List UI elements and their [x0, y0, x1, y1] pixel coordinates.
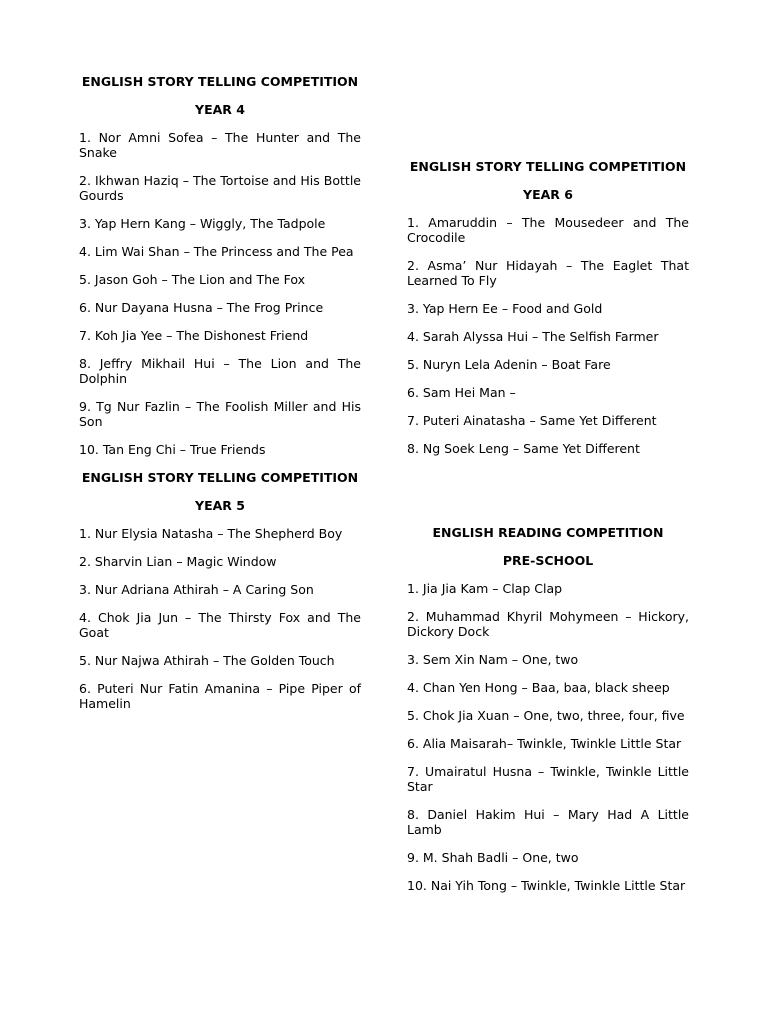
list-item: 2. Asma’ Nur Hidayah – The Eaglet That Learned To Fly	[407, 258, 689, 288]
list-item: 10. Tan Eng Chi – True Friends	[79, 442, 266, 457]
list-item: 3. Nur Adriana Athirah – A Caring Son	[79, 582, 314, 597]
list-item: 9. Tg Nur Fazlin – The Foolish Miller and His Son	[79, 399, 361, 429]
entry-list	[407, 215, 689, 456]
list-item: 3. Sem Xin Nam – One, two	[407, 652, 579, 667]
year6-section	[407, 159, 689, 456]
list-item: 1. Nur Elysia Natasha – The Shepherd Boy	[79, 526, 343, 541]
list-item: 7. Puteri Ainatasha – Same Yet Different	[407, 413, 657, 428]
section-subheading: YEAR 6	[523, 187, 573, 202]
list-item: 6. Nur Dayana Husna – The Frog Prince	[79, 300, 324, 315]
list-item: 5. Nur Najwa Athirah – The Golden Touch	[79, 653, 335, 668]
entry-list	[79, 130, 361, 457]
section-heading: ENGLISH READING COMPETITION	[432, 525, 664, 540]
entry-list	[79, 526, 361, 711]
list-item: 2. Ikhwan Haziq – The Tortoise and His Bottle Gourds	[79, 173, 361, 203]
list-item: 4. Sarah Alyssa Hui – The Selfish Farmer	[407, 329, 659, 344]
list-item: 1. Amaruddin – The Mousedeer and The Crocodile	[407, 215, 689, 245]
list-item: 2. Sharvin Lian – Magic Window	[79, 554, 277, 569]
year4-section	[79, 74, 361, 457]
list-item: 7. Koh Jia Yee – The Dishonest Friend	[79, 328, 309, 343]
section-subheading: YEAR 5	[195, 498, 245, 513]
list-item: 1. Jia Jia Kam – Clap Clap	[407, 581, 563, 596]
entry-list	[407, 581, 689, 893]
section-subheading: PRE-SCHOOL	[502, 553, 594, 568]
section-subheading: YEAR 4	[195, 102, 245, 117]
list-item: 6. Sam Hei Man –	[407, 385, 516, 400]
section-heading: ENGLISH STORY TELLING COMPETITION	[81, 470, 359, 485]
list-item: 8. Daniel Hakim Hui – Mary Had A Little Lamb	[407, 807, 689, 837]
list-item: 5. Chok Jia Xuan – One, two, three, four, five	[407, 708, 685, 723]
list-item: 6. Alia Maisarah– Twinkle, Twinkle Little Star	[407, 736, 682, 751]
list-item: 3. Yap Hern Ee – Food and Gold	[407, 301, 603, 316]
section-heading: ENGLISH STORY TELLING COMPETITION	[81, 74, 359, 89]
right-column	[407, 159, 689, 893]
list-item: 5. Nuryn Lela Adenin – Boat Fare	[407, 357, 611, 372]
list-item: 6. Puteri Nur Fatin Amanina – Pipe Piper of Hamelin	[79, 681, 361, 711]
left-column	[79, 74, 361, 711]
year5-section	[79, 470, 361, 711]
list-item: 8. Ng Soek Leng – Same Yet Different	[407, 441, 640, 456]
list-item: 8. Jeffry Mikhail Hui – The Lion and The Dolphin	[79, 356, 361, 386]
list-item: 4. Chan Yen Hong – Baa, baa, black sheep	[407, 680, 670, 695]
list-item: 1. Nor Amni Sofea – The Hunter and The Snake	[79, 130, 361, 160]
list-item: 9. M. Shah Badli – One, two	[407, 850, 579, 865]
list-item: 10. Nai Yih Tong – Twinkle, Twinkle Little Star	[407, 878, 686, 893]
list-item: 5. Jason Goh – The Lion and The Fox	[79, 272, 306, 287]
section-heading: ENGLISH STORY TELLING COMPETITION	[409, 159, 687, 174]
list-item: 4. Chok Jia Jun – The Thirsty Fox and The Goat	[79, 610, 361, 640]
list-item: 7. Umairatul Husna – Twinkle, Twinkle Little Star	[407, 764, 689, 794]
list-item: 3. Yap Hern Kang – Wiggly, The Tadpole	[79, 216, 326, 231]
preschool-section	[407, 525, 689, 893]
list-item: 2. Muhammad Khyril Mohymeen – Hickory, Dickory Dock	[407, 609, 689, 639]
list-item: 4. Lim Wai Shan – The Princess and The Pea	[79, 244, 354, 259]
